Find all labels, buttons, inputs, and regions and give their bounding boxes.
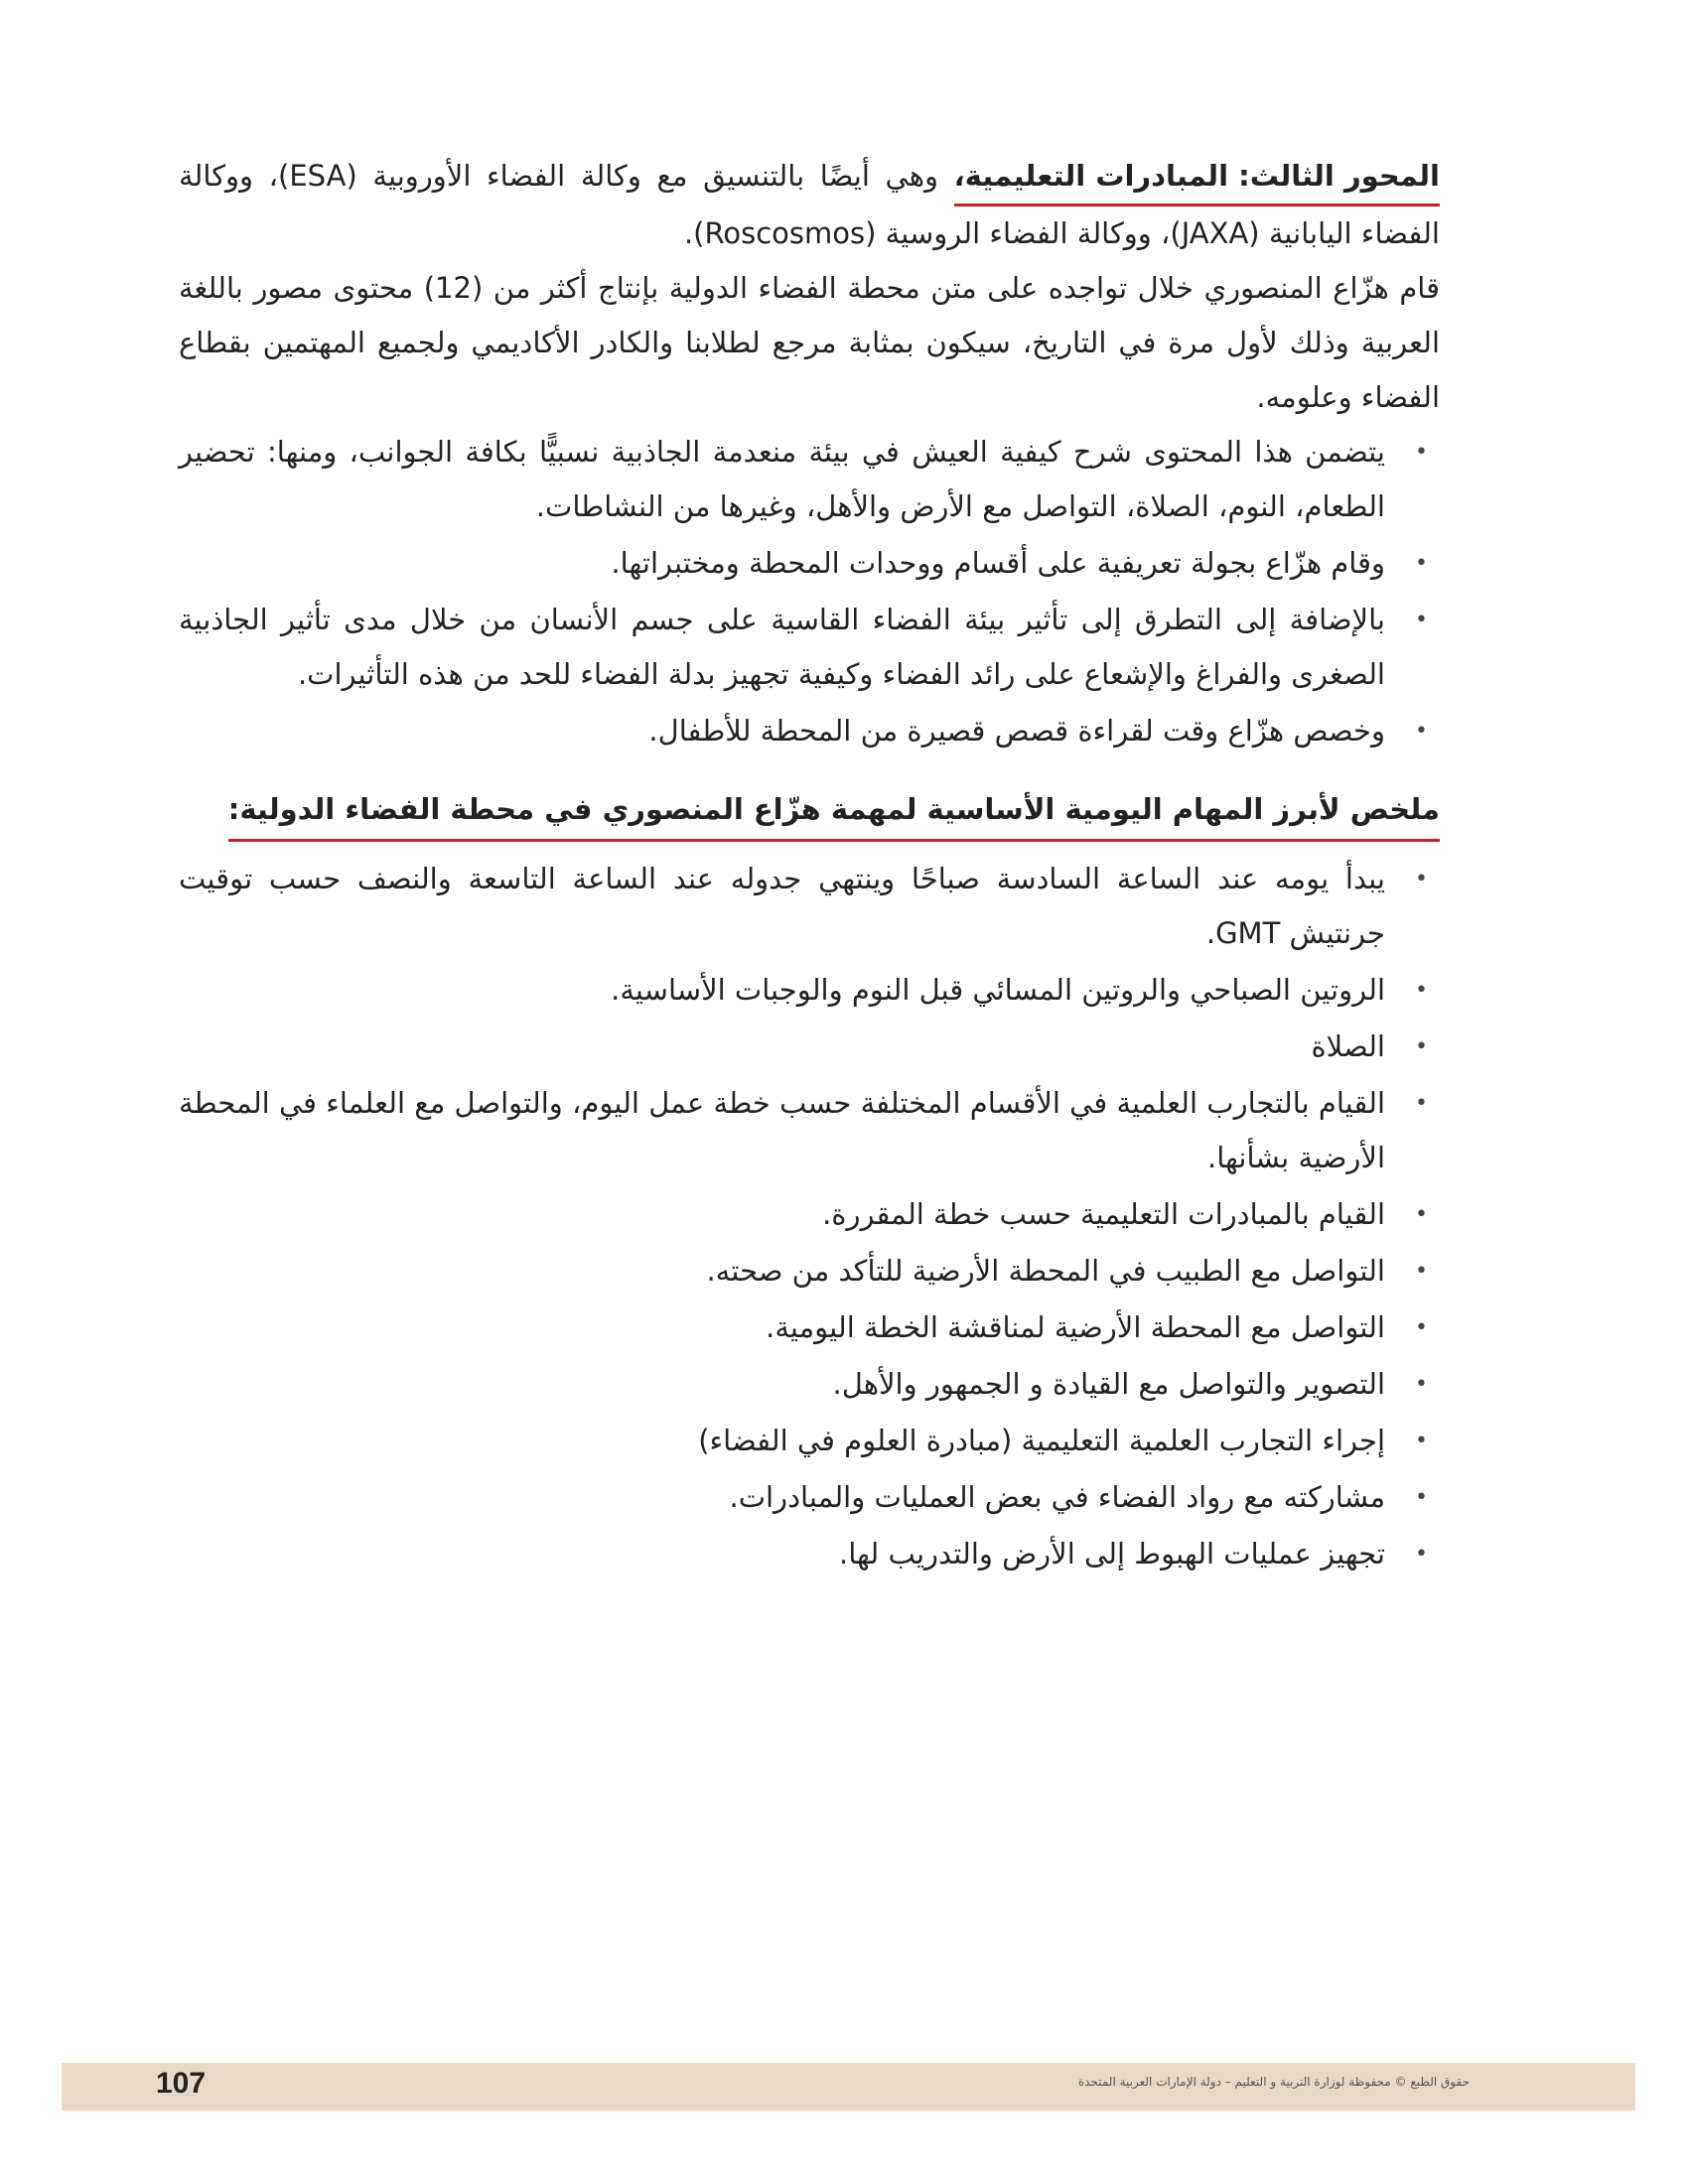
list-item-text: القيام بالمبادرات التعليمية حسب خطة المقررة. xyxy=(822,1197,1385,1231)
bullet-icon: • xyxy=(1415,1485,1428,1510)
page-number: 107 xyxy=(156,2067,207,2100)
list-item xyxy=(179,1357,1440,1412)
bullet-icon: • xyxy=(1415,1542,1428,1567)
list-item xyxy=(179,1076,1440,1185)
list-item-text: التواصل مع الطبيب في المحطة الأرضية للتأكد من صحته. xyxy=(706,1254,1385,1288)
list-item xyxy=(179,1527,1440,1581)
list-item-text: يتضمن هذا المحتوى شرح كيفية العيش في بيئة منعدمة الجاذبية نسبيًّا بكافة الجوانب، ومنها: تحضير الطعام، النوم، الصلاة، التواصل مع الأرض والأهل، وغيرها من النشاطات. xyxy=(179,435,1385,523)
bullet-icon: • xyxy=(1415,978,1428,1003)
bullet-icon: • xyxy=(1415,1034,1428,1059)
intro-text: وهي أيضًا بالتنسيق مع وكالة الفضاء الأوروبية (ESA)، ووكالة الفضاء اليابانية (JAXA)، ووكالة الفضاء الروسية (Roscosmos). xyxy=(179,159,1440,250)
page-content xyxy=(179,149,1440,1583)
intro-paragraph xyxy=(179,149,1440,261)
list-item xyxy=(179,1187,1440,1242)
bullet-icon: • xyxy=(1415,1259,1428,1284)
list-item-text: وقام هزّاع بجولة تعريفية على أقسام ووحدات المحطة ومختبراتها. xyxy=(611,546,1385,580)
bullet-icon: • xyxy=(1415,1372,1428,1397)
list-item-text: بالإضافة إلى التطرق إلى تأثير بيئة الفضاء القاسية على جسم الأنسان من خلال مدى تأثير الجاذبية الصغرى والفراغ والإشعاع على رائد الفضاء وكيفية تجهيز بدلة الفضاء للحد من هذه التأثيرات. xyxy=(179,603,1385,691)
list-item-text: الروتين الصباحي والروتين المسائي قبل النوم والوجبات الأساسية. xyxy=(611,973,1385,1007)
list-item-text: القيام بالتجارب العلمية في الأقسام المختلفة حسب خطة عمل اليوم، والتواصل مع العلماء في المحطة الأرضية بشأنها. xyxy=(179,1086,1385,1174)
bullet-icon: • xyxy=(1415,551,1428,576)
daily-tasks-list xyxy=(179,852,1440,1581)
bullet-icon: • xyxy=(1415,867,1428,891)
list-item xyxy=(179,704,1440,758)
list-item-text: تجهيز عمليات الهبوط إلى الأرض والتدريب لها. xyxy=(839,1537,1385,1570)
list-item xyxy=(179,1470,1440,1525)
bullet-icon: • xyxy=(1415,1202,1428,1227)
list-item-text: الصلاة xyxy=(1311,1029,1385,1063)
bullet-icon: • xyxy=(1415,1315,1428,1340)
list-item xyxy=(179,1414,1440,1468)
list-item xyxy=(179,963,1440,1018)
list-item-text: مشاركته مع رواد الفضاء في بعض العمليات والمبادرات. xyxy=(729,1480,1385,1514)
bullet-icon: • xyxy=(1415,719,1428,744)
content-bullet-list xyxy=(179,425,1440,758)
list-item xyxy=(179,852,1440,961)
list-item-text: إجراء التجارب العلمية التعليمية (مبادرة العلوم في الفضاء) xyxy=(698,1424,1385,1457)
list-item-text: وخصص هزّاع وقت لقراءة قصص قصيرة من المحطة للأطفال. xyxy=(648,714,1385,748)
bullet-icon: • xyxy=(1415,608,1428,632)
list-item xyxy=(179,1244,1440,1298)
axis-three-heading: المحور الثالث: المبادرات التعليمية، xyxy=(954,149,1440,206)
list-item xyxy=(179,1300,1440,1355)
bullet-icon: • xyxy=(1415,440,1428,465)
summary-heading: ملخص لأبرز المهام اليومية الأساسية لمهمة هزّاع المنصوري في محطة الفضاء الدولية: xyxy=(228,782,1440,842)
list-item-text: يبدأ يومه عند الساعة السادسة صباحًا وينتهي جدوله عند الساعة التاسعة والنصف حسب توقيت جرنتيش GMT. xyxy=(179,862,1385,950)
list-item xyxy=(179,536,1440,591)
bullet-icon: • xyxy=(1415,1091,1428,1116)
list-item-text: التصوير والتواصل مع القيادة و الجمهور والأهل. xyxy=(832,1367,1385,1401)
list-item-text: التواصل مع المحطة الأرضية لمناقشة الخطة اليومية. xyxy=(766,1310,1385,1344)
list-item xyxy=(179,425,1440,534)
content-paragraph: قام هزّاع المنصوري خلال تواجده على متن محطة الفضاء الدولية بإنتاج أكثر من (12) محتوى مصور باللغة العربية وذلك لأول مرة في التاريخ، سيكون بمثابة مرجع لطلابنا والكادر الأكاديمي ولجميع المهتمين بقطاع الفضاء وعلومه. xyxy=(179,271,1441,414)
footer-copyright: حقوق الطبع © محفوظة لوزارة التربية و التعليم – دولة الإمارات العربية المتحدة xyxy=(1077,2075,1470,2089)
list-item xyxy=(179,1020,1440,1074)
bullet-icon: • xyxy=(1415,1429,1428,1453)
list-item xyxy=(179,593,1440,702)
